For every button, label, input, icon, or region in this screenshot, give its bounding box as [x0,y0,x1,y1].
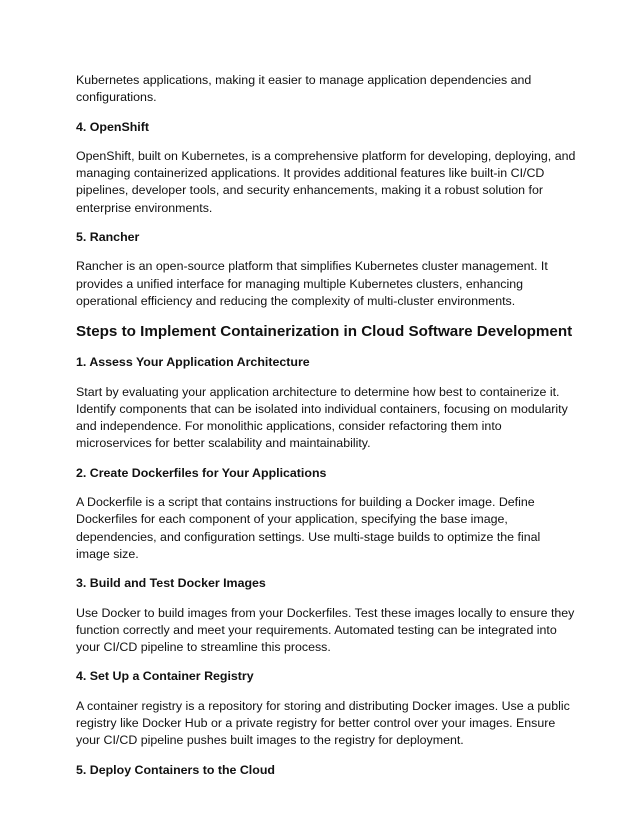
step-3-heading: 3. Build and Test Docker Images [76,576,266,591]
step-4-heading: 4. Set Up a Container Registry [76,669,254,684]
intro-paragraph: Kubernetes applications, making it easier to manage application dependencies and configurations. [76,73,532,105]
step-1-heading: 1. Assess Your Application Architecture [76,355,310,370]
document-page [76,72,576,791]
step-2-paragraph: A Dockerfile is a script that contains instructions for building a Docker image. Define Dockerfiles for each component of your application, specifying the base image, dependencies, and configuration settings. Use multi-stage builds to optimize the final image size. [76,495,541,561]
rancher-paragraph: Rancher is an open-source platform that simplifies Kubernetes cluster management. It provides a unified interface for managing multiple Kubernetes clusters, enhancing operational efficiency and reducing the complexity of multi-cluster environments. [76,259,548,308]
section-title: Steps to Implement Containerization in Cloud Software Development [76,323,573,341]
rancher-heading: 5. Rancher [76,230,140,245]
step-5-heading: 5. Deploy Containers to the Cloud [76,762,275,777]
step-3-paragraph: Use Docker to build images from your Dockerfiles. Test these images locally to ensure they function correctly and meet your requirements. Automated testing can be integrated into your CI/CD pipeline to streamline this process. [76,605,575,655]
openshift-paragraph: OpenShift, built on Kubernetes, is a comprehensive platform for developing, deploying, and managing containerized applications. It provides additional features like built-in CI/CD pipelines, developer tools, and security enhancements, making it a robust solution for enterprise environments. [76,148,576,215]
openshift-heading: 4. OpenShift [76,119,149,134]
step-1-paragraph: Start by evaluating your application architecture to determine how best to containerize it. Identify components that can be isolated into individual containers, focusing on modularity and independence. For monolithic applications, consider refactoring them into microservices for better scalability and maintainability. [76,384,568,451]
step-4-paragraph: A container registry is a repository for storing and distributing Docker images. Use a public registry like Docker Hub or a private registry for better control over your images. Ensure your CI/CD pipeline pushes built images to the registry for deployment. [76,698,570,748]
step-2-heading: 2. Create Dockerfiles for Your Applications [76,465,327,480]
